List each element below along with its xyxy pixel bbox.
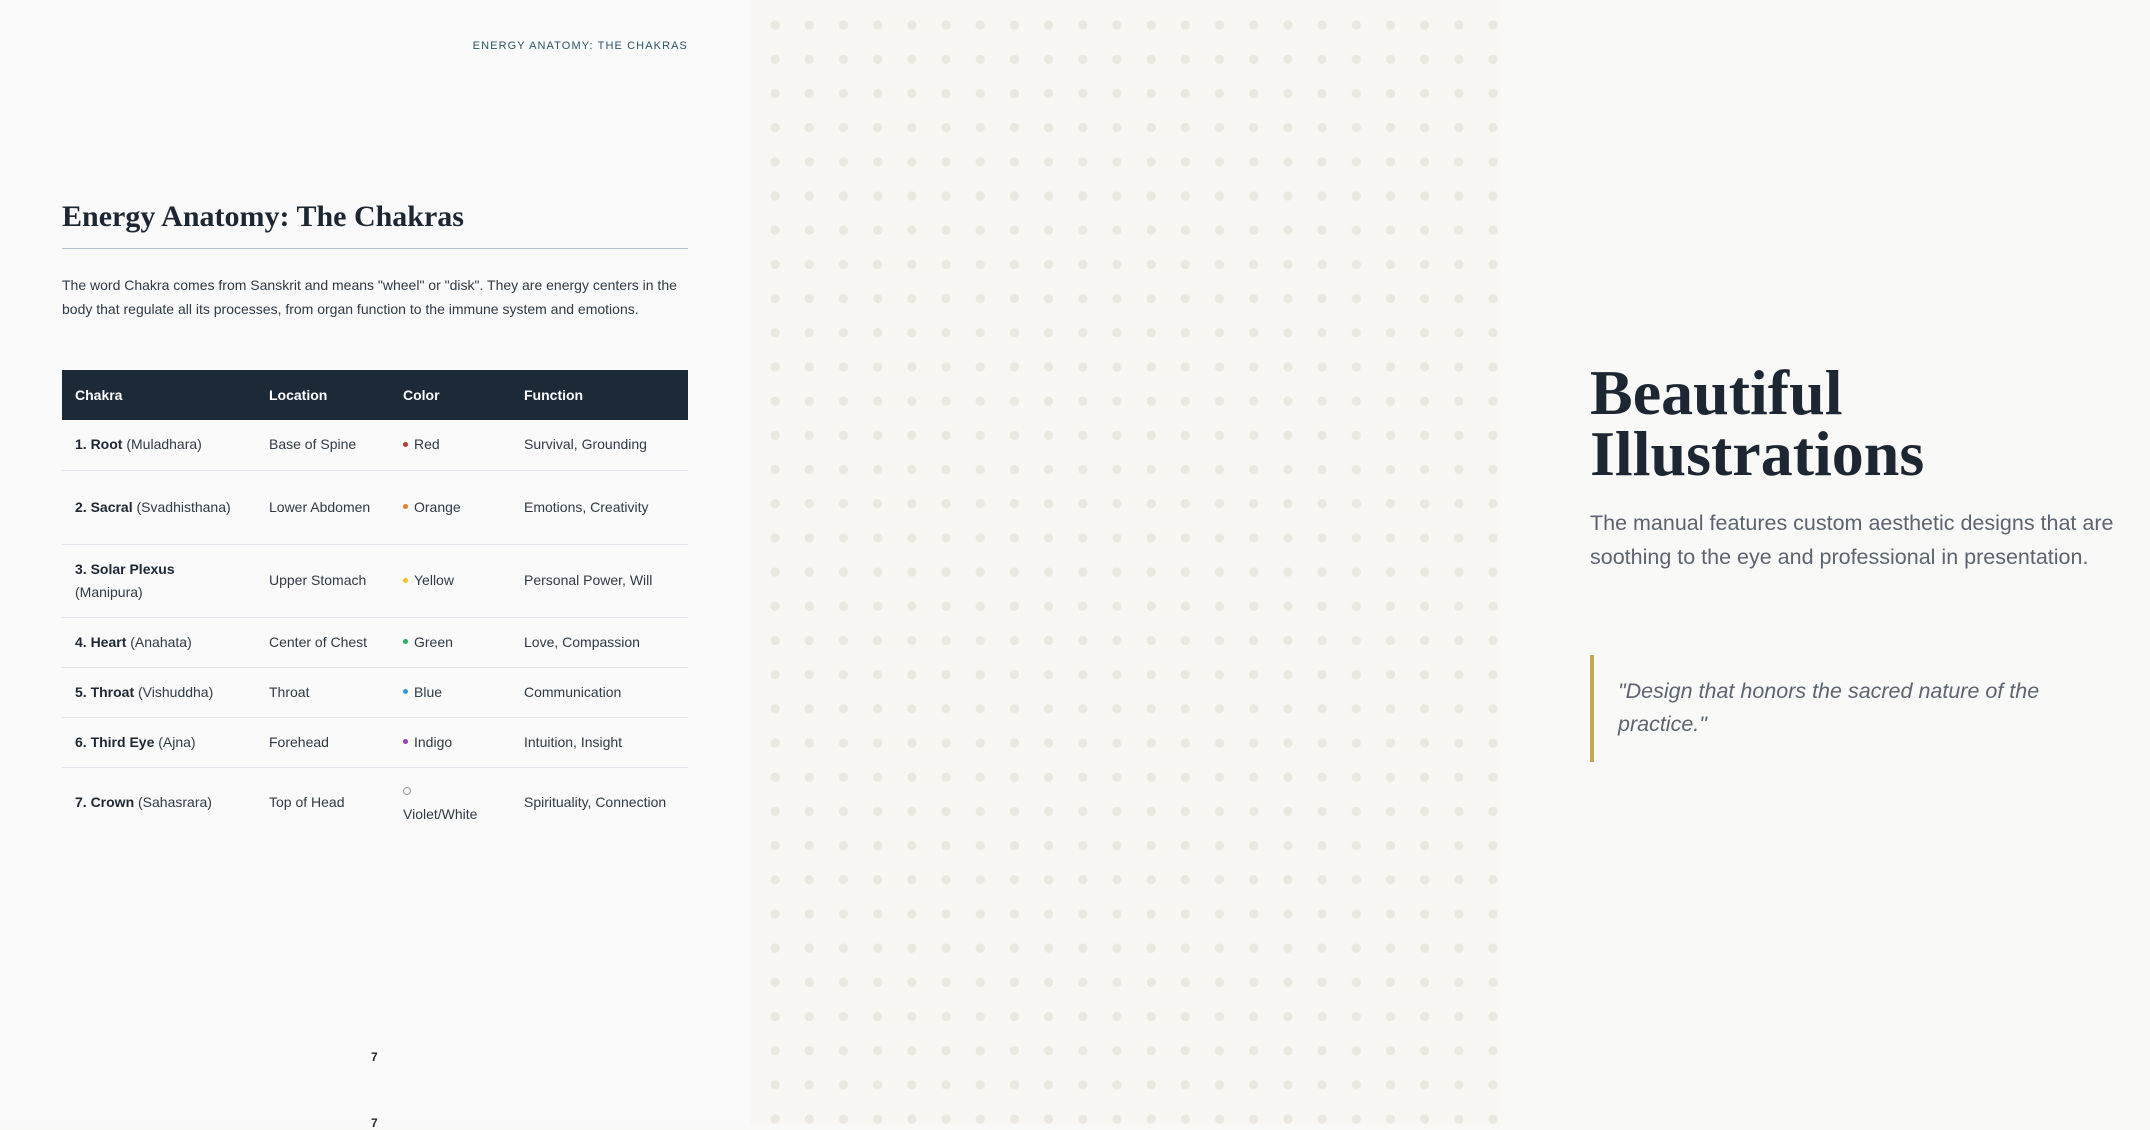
cell-chakra (62, 717, 256, 767)
display-title-line1: Beautiful (1590, 357, 1843, 428)
pull-quote (1590, 655, 2130, 762)
running-header: ENERGY ANATOMY: THE CHAKRAS (472, 40, 688, 52)
cell-function: Communication (511, 667, 688, 717)
lead-paragraph: The manual features custom aesthetic designs that are soothing to the eye and professional in presentation. (1590, 511, 2114, 569)
cell-color (390, 717, 511, 767)
chakra-name: 6. Third Eye (75, 733, 155, 750)
table-row (62, 767, 688, 838)
header-function: Function (524, 387, 584, 403)
table-row (62, 544, 688, 617)
color-swatch-icon (403, 578, 408, 583)
color-label: Yellow (414, 572, 454, 588)
page-number: 7 (371, 1050, 378, 1064)
cell-location: Lower Abdomen (256, 470, 390, 544)
chakra-sanskrit: (Anahata) (130, 633, 192, 650)
color-label: Violet/White (403, 805, 478, 822)
chakra-name: 7. Crown (75, 794, 135, 811)
color-label: Blue (414, 683, 443, 700)
table-row (62, 420, 688, 470)
table-row (62, 617, 688, 667)
color-swatch-icon (403, 739, 408, 744)
chakra-name: 2. Sacral (75, 498, 133, 515)
header-chakra: Chakra (75, 387, 123, 403)
cell-function: Emotions, Creativity (511, 470, 688, 544)
color-swatch-icon (403, 639, 408, 644)
cell-color (390, 420, 511, 470)
chakra-table (62, 370, 688, 838)
chakra-table-body (62, 420, 688, 838)
cell-color (390, 767, 511, 838)
chakra-sanskrit: (Vishuddha) (138, 683, 214, 700)
right-page (750, 0, 2114, 1125)
cell-location: Upper Stomach (256, 544, 390, 617)
intro-paragraph: The word Chakra comes from Sanskrit and means "wheel" or "disk". They are energy centers in the body that regulate all its processes, from organ function to the immune system and emotions. (62, 277, 677, 317)
chakra-sanskrit: (Muladhara) (126, 436, 202, 453)
cell-location: Throat (256, 667, 390, 717)
color-label: Green (414, 633, 453, 650)
color-label: Red (414, 436, 440, 453)
table-row (62, 470, 688, 544)
chakra-name: 4. Heart (75, 633, 127, 650)
table-row (62, 717, 688, 767)
section-title: Energy Anatomy: The Chakras (62, 200, 688, 249)
cell-chakra (62, 617, 256, 667)
chakra-sanskrit: (Svadhisthana) (136, 498, 231, 515)
cell-function: Spirituality, Connection (524, 794, 667, 811)
cell-chakra (62, 544, 256, 617)
cell-function: Personal Power, Will (511, 544, 688, 617)
display-title (1590, 357, 2150, 489)
cell-color (390, 470, 511, 544)
left-page (0, 0, 750, 1130)
cell-chakra (62, 470, 256, 544)
page-number-ghost: 7 (371, 1116, 378, 1130)
cell-color (390, 544, 511, 617)
cell-color (390, 617, 511, 667)
cell-function: Love, Compassion (511, 617, 688, 667)
cell-function: Intuition, Insight (511, 717, 688, 767)
cell-location: Base of Spine (256, 420, 390, 470)
table-row (62, 667, 688, 717)
chakra-sanskrit: (Sahasrara) (138, 794, 212, 811)
chakra-name: 5. Throat (75, 683, 135, 700)
color-label: Indigo (414, 733, 453, 750)
chakra-name: 1. Root (75, 436, 123, 453)
cell-chakra (62, 420, 256, 470)
display-title-line2: Illustrations (1590, 418, 1925, 489)
color-label: Orange (414, 498, 461, 515)
chakra-sanskrit: (Manipura) (75, 583, 143, 600)
cell-function: Survival, Grounding (511, 420, 688, 470)
chakra-sanskrit: (Ajna) (158, 733, 196, 750)
color-swatch-icon (403, 504, 408, 509)
color-swatch-icon (403, 787, 411, 795)
cell-location: Top of Head (269, 794, 345, 811)
pull-quote-text: "Design that honors the sacred nature of the practice." (1618, 679, 2040, 736)
cell-color (390, 667, 511, 717)
header-location: Location (269, 387, 328, 403)
chakra-name: 3. Solar Plexus (75, 560, 175, 577)
header-color: Color (403, 387, 440, 403)
cell-chakra (62, 667, 256, 717)
color-swatch-icon (403, 442, 408, 447)
color-swatch-icon (403, 689, 408, 694)
cell-location: Forehead (256, 717, 390, 767)
table-header-row (62, 370, 688, 420)
cell-location: Center of Chest (256, 617, 390, 667)
cell-chakra (62, 767, 256, 838)
